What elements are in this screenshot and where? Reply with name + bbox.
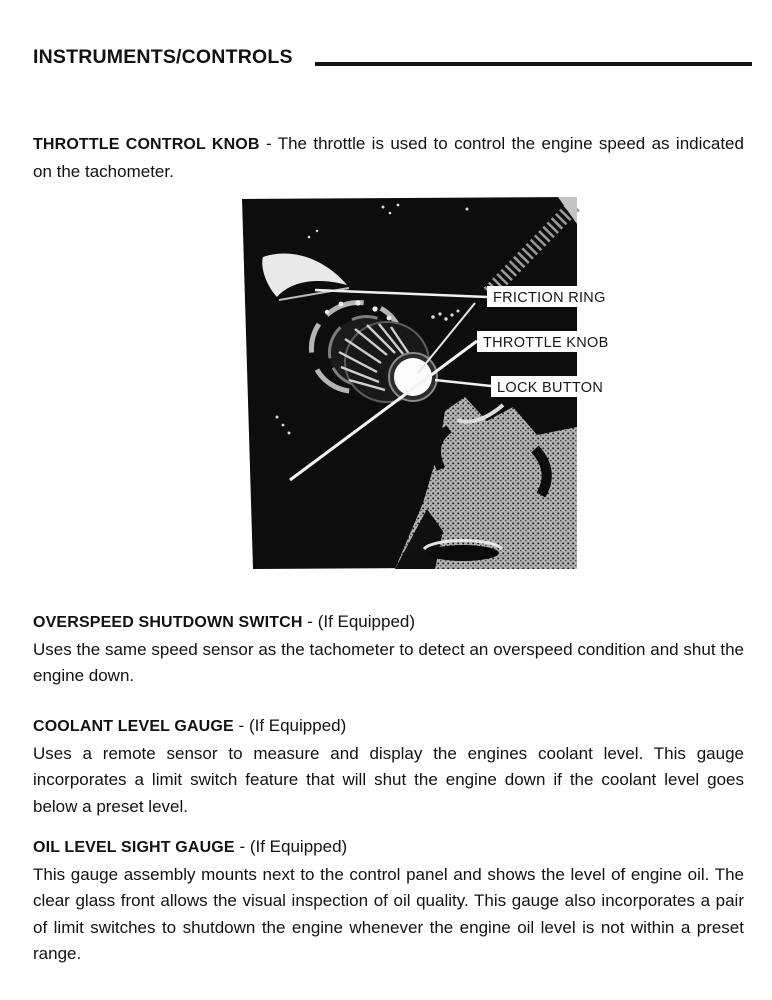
section-title: THROTTLE CONTROL KNOB	[33, 136, 260, 153]
throttle-knob-figure	[237, 197, 617, 569]
section-heading	[33, 834, 744, 862]
section-qualifier: (If Equipped)	[249, 837, 348, 856]
section-heading	[33, 713, 744, 741]
page-header	[33, 46, 752, 69]
section-body: Uses a remote sensor to measure and display the engines coolant level. This gauge incorporates a limit switch feature that will shut the engine down if the coolant level goes below a preset level.	[33, 743, 744, 816]
section-title: OIL LEVEL SIGHT GAUGE	[33, 839, 235, 856]
section-throttle-control-knob	[33, 131, 744, 185]
dash: -	[238, 716, 245, 735]
section-title: COOLANT LEVEL GAUGE	[33, 718, 234, 735]
section-body: Uses the same speed sensor as the tachometer to detect an overspeed condition and shut the engine down.	[33, 639, 744, 686]
dash: -	[239, 837, 246, 856]
header-rule	[315, 62, 752, 66]
dash: -	[307, 612, 313, 631]
throttle-knob-label: THROTTLE KNOB	[483, 335, 609, 351]
section-body: This gauge assembly mounts next to the control panel and shows the level of engine oil. The clear glass front allows the visual inspection of oil quality. This gauge also incorporates a pair of limit switches to shutdown the engine whenever the engine oil level is not within a preset range.	[33, 864, 744, 964]
dash: -	[265, 134, 272, 153]
section-overspeed-shutdown-switch	[33, 609, 744, 690]
section-body: The throttle is used to control the engine speed as indicated on the tachometer.	[33, 134, 744, 181]
friction-ring-label: FRICTION RING	[493, 290, 606, 306]
section-title: OVERSPEED SHUTDOWN SWITCH	[33, 614, 303, 631]
page-title: INSTRUMENTS/CONTROLS	[33, 46, 293, 68]
section-heading	[33, 609, 744, 637]
section-coolant-level-gauge	[33, 713, 744, 820]
lock-button-label: LOCK BUTTON	[497, 380, 604, 396]
section-qualifier: (If Equipped)	[248, 716, 347, 735]
section-oil-level-sight-gauge	[33, 834, 744, 968]
section-qualifier: (If Equipped)	[317, 612, 416, 631]
